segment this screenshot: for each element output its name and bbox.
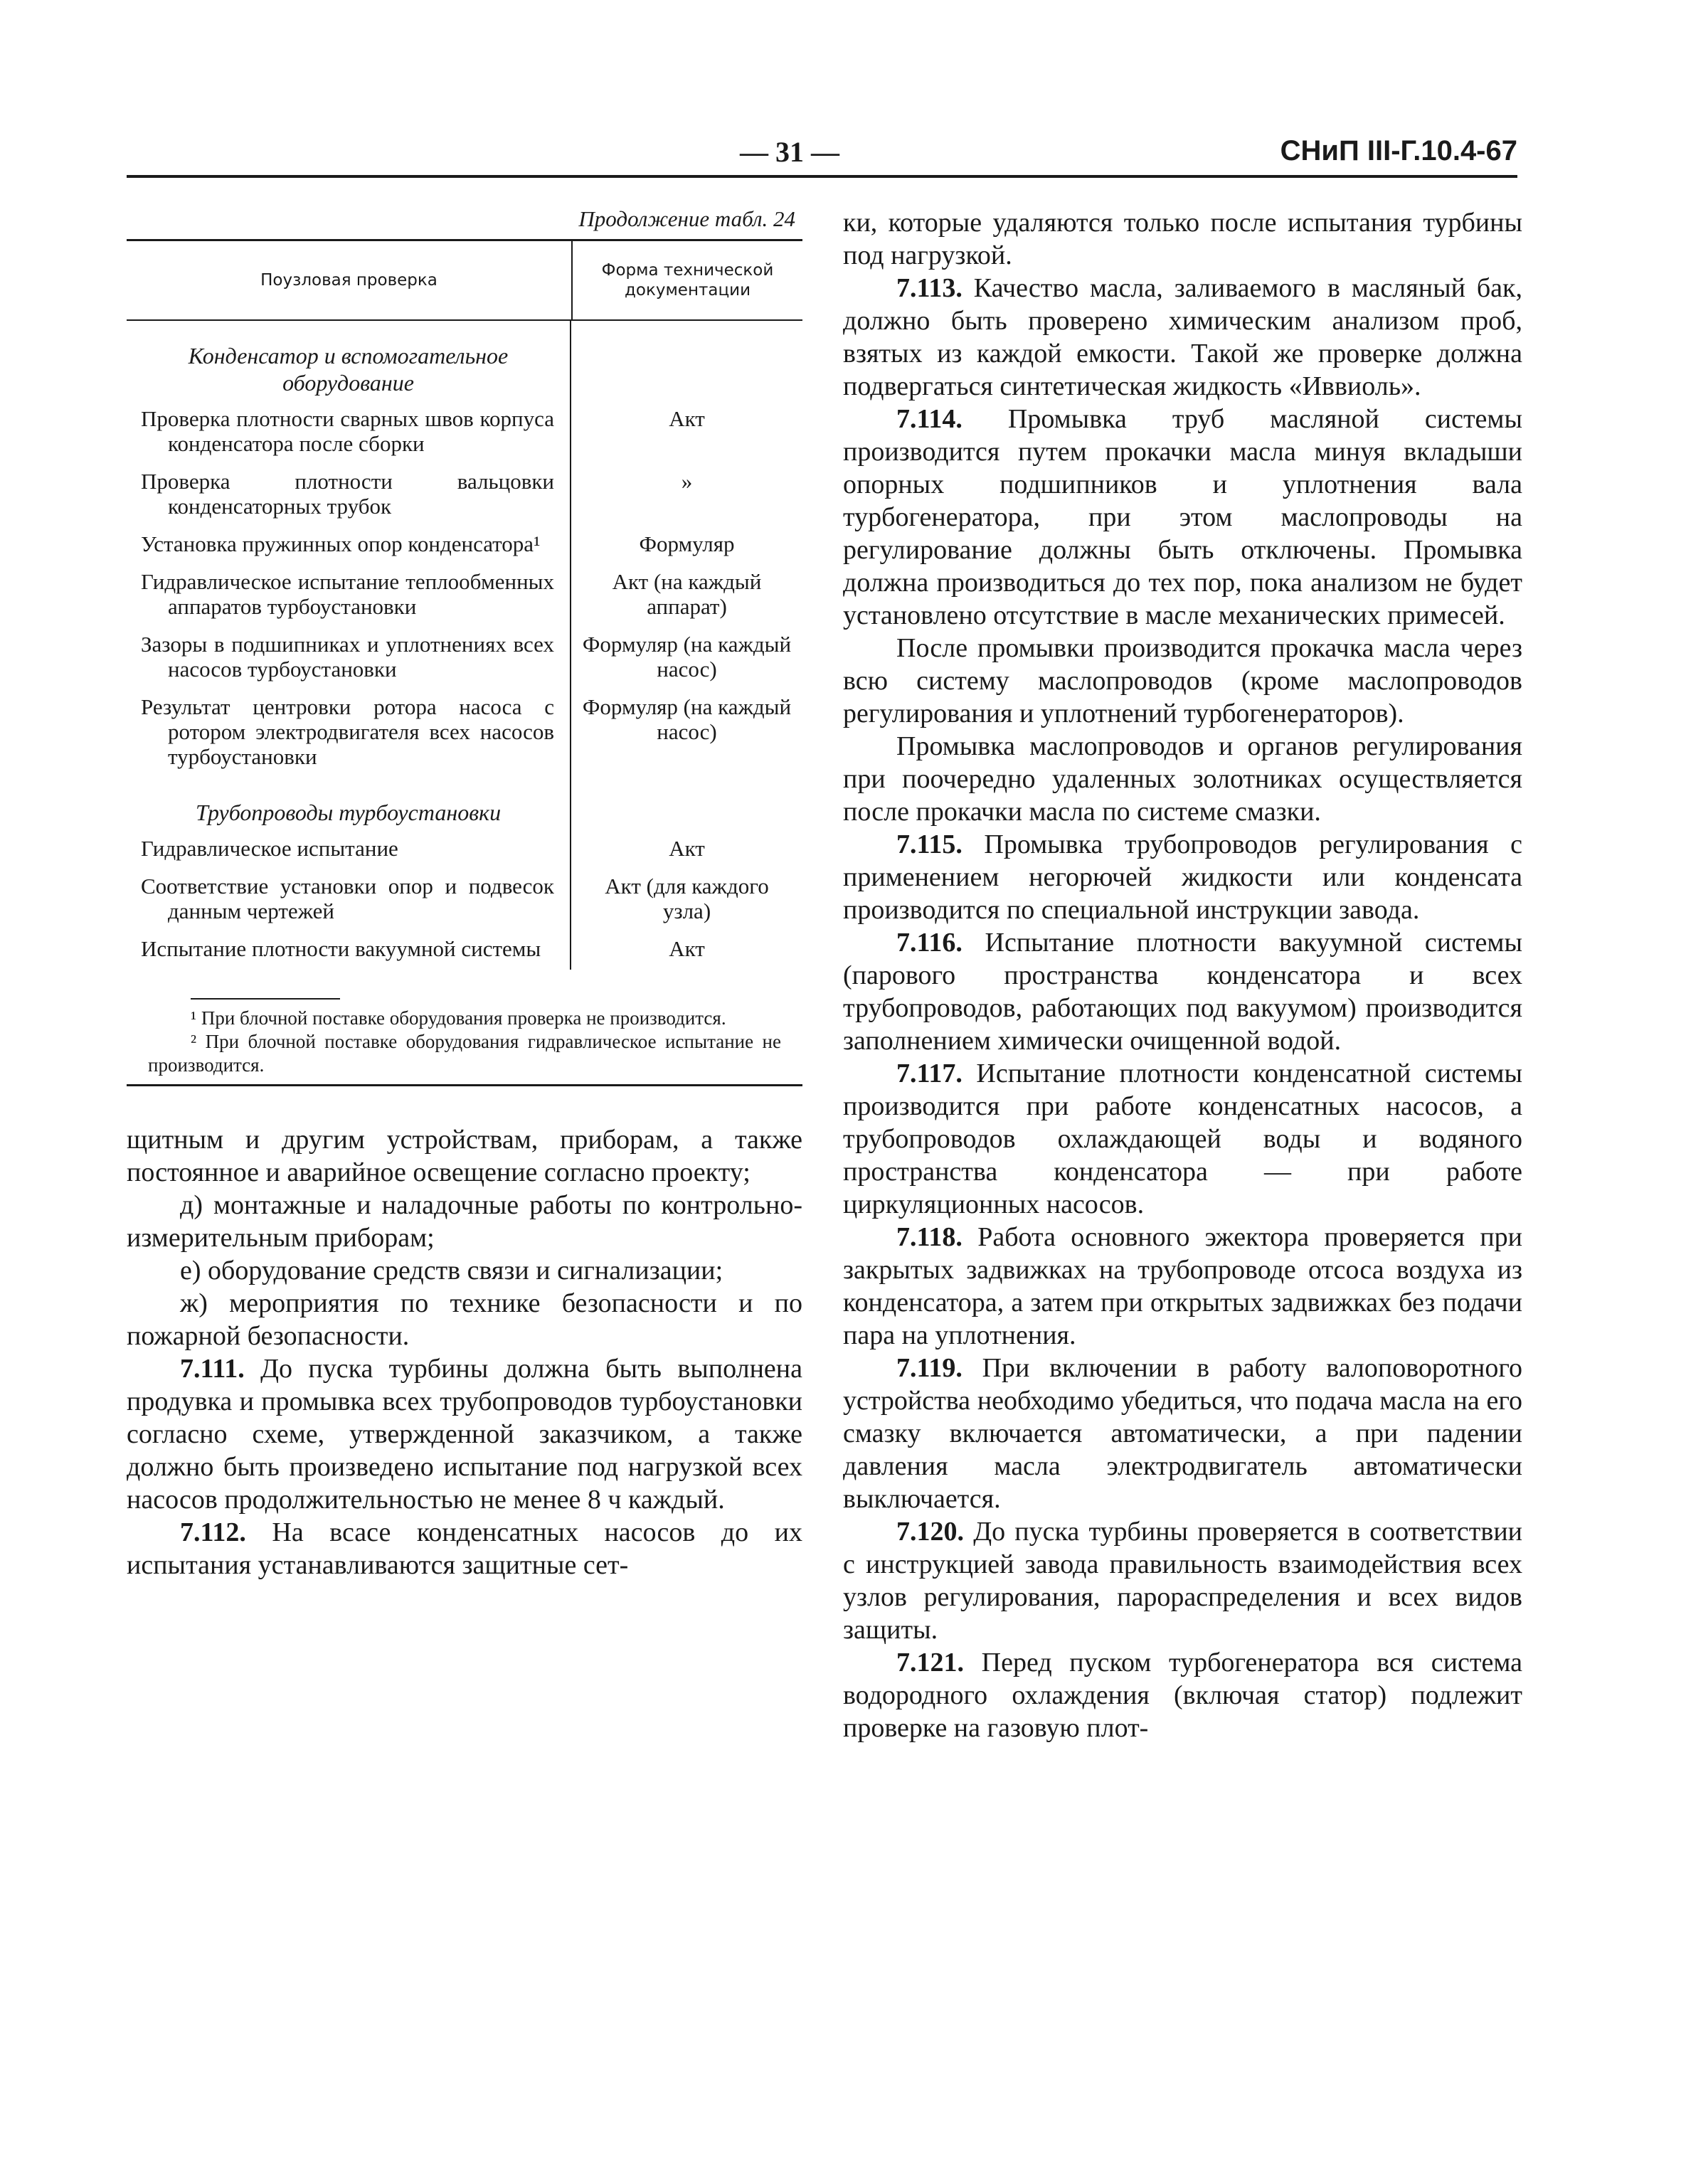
paragraph (127, 1516, 802, 1581)
table-cell-check (127, 465, 571, 527)
check-text: Гидравлическое испытание (141, 836, 398, 861)
footnote: ¹ При блочной поставке оборудования проверка не производится. (191, 1007, 726, 1029)
table-row (127, 690, 802, 778)
paragraph (843, 730, 1522, 828)
table-row (127, 869, 802, 932)
table-cell-check (127, 565, 571, 627)
paragraph-text: щитным и другим устройствам, приборам, а также постоянное и аварийное освещение согласно проекту; (127, 1125, 802, 1187)
clause-number: 7.116. (896, 928, 963, 958)
footnote: ² При блочной поставке оборудования гидравлическое испытание не производится. (148, 1031, 781, 1076)
check-text: Зазоры в подшипниках и уплотнениях всех насосов турбоустановки (141, 632, 554, 682)
table-cell-check (127, 527, 571, 565)
table-header-check: Поузловая проверка (127, 241, 573, 319)
clause-number: 7.114. (896, 404, 963, 434)
header-rule (127, 175, 1517, 178)
table-cell-form: Акт (669, 406, 705, 431)
paragraph (127, 1189, 802, 1254)
clause-number: 7.113. (896, 273, 963, 303)
table-cell-form: Акт (669, 836, 705, 861)
check-text: Гидравлическое испытание теплообменных аппаратов турбоустановки (141, 569, 554, 619)
table-header-form: Форма технической документации (601, 261, 774, 299)
left-column (127, 206, 802, 1581)
paragraph (843, 1646, 1522, 1744)
paragraph (843, 926, 1522, 1057)
paragraph-text: После промывки производится прокачка масла через всю систему маслопроводов (кроме маслопроводов регулирования и уплотнений турбогенераторов). (843, 633, 1522, 728)
table-cell-form: Акт (669, 936, 705, 961)
check-text: Испытание плотности вакуумной системы (141, 936, 541, 961)
table-cell-check (127, 832, 571, 869)
table-cell-check (127, 402, 571, 465)
paragraph-text: е) оборудование средств связи и сигнализации; (180, 1256, 723, 1286)
paragraph-text: д) монтажные и наладочные работы по контрольно-измерительным приборам; (127, 1190, 802, 1253)
paragraph (127, 1352, 802, 1516)
paragraph (843, 403, 1522, 632)
check-text: Установка пружинных опор конденсатора¹ (141, 531, 541, 556)
paragraph-text: Промывка маслопроводов и органов регулирования при поочередно удаленных золотниках осуществляется после прокачки масла по системе смазки. (843, 731, 1522, 827)
paragraph-text: Промывка трубопроводов регулирования с применением негорючей жидкости или конденсата производится по специальной инструкции завода. (843, 829, 1522, 925)
paragraph (843, 1057, 1522, 1221)
clause-number: 7.111. (180, 1354, 245, 1384)
paragraph-text: Работа основного эжектора проверяется при закрытых задвижках на трубопроводе отсоса воздуха из конденсатора, а затем при открытых задвижках без подачи пара на уплотнения. (843, 1222, 1522, 1350)
clause-number: 7.120. (896, 1517, 964, 1547)
table-row (127, 627, 802, 690)
table-cell-form: » (681, 469, 693, 494)
table-row (127, 402, 802, 465)
paragraph-text: На всасе конденсатных насосов до их испытания устанавливаются защитные сет- (127, 1517, 802, 1580)
check-text: Результат центровки ротора насоса с ротором электродвигателя всех насосов турбоустановки (141, 694, 554, 769)
paragraph (843, 1352, 1522, 1515)
paragraph-text: Перед пуском турбогенератора вся система водородного охлаждения (включая статор) подлежит проверке на газовую плот- (843, 1648, 1522, 1743)
paragraph (127, 1123, 802, 1189)
paragraph (843, 1221, 1522, 1352)
table-body (127, 321, 802, 970)
paragraph-text: ки, которые удаляются только после испытания турбины под нагрузкой. (843, 208, 1522, 270)
table-cell-form: Формуляр (на каждый насос) (582, 694, 792, 744)
check-text: Соответствие установки опор и подвесок данным чертежей (141, 874, 554, 923)
table-row (127, 565, 802, 627)
table-row (127, 527, 802, 565)
paragraph-text: Испытание плотности вакуумной системы (парового пространства конденсатора и всех трубопроводов, работающих под вакуумом) производится заполнением химически очищенной водой. (843, 928, 1522, 1056)
paragraph-text: ж) мероприятия по технике безопасности и по пожарной безопасности. (127, 1288, 802, 1351)
clause-number: 7.118. (896, 1222, 963, 1252)
check-text: Проверка плотности вальцовки конденсаторных трубок (141, 469, 554, 519)
paragraph-text: Испытание плотности конденсатной системы производится при работе конденсатных насосов, а трубопроводов охлаждающей воды и водяного пространства конденсатора — при работе циркуляционных насосов. (843, 1059, 1522, 1219)
page-number: — 31 — (740, 136, 839, 168)
footnote-rule (191, 998, 340, 1000)
clause-number: 7.119. (896, 1353, 963, 1383)
paragraph (843, 632, 1522, 730)
table-row (127, 832, 802, 869)
right-body-text (843, 206, 1522, 1744)
clause-number: 7.117. (896, 1059, 963, 1088)
table-section-title: Трубопроводы турбоустановки (127, 778, 571, 832)
paragraph-text: До пуска турбины должна быть выполнена продувка и промывка всех трубопроводов турбоустановки согласно схеме, утвержденной заказчиком, а также должно быть произведено испытание под нагрузкой всех насосов продолжительностью не менее 8 ч каждый. (127, 1354, 802, 1515)
table-cell-check (127, 932, 571, 970)
paragraph-text: Качество масла, заливаемого в масляный бак, должно быть проверено химическим анализом проб, взятых из каждой емкости. Такой же проверке должна подвергаться синтетическая жидкость «Иввиоль». (843, 273, 1522, 401)
clause-number: 7.115. (896, 829, 963, 859)
table-cell-form: Акт (на каждый аппарат) (612, 569, 762, 619)
paragraph (843, 828, 1522, 926)
table-row (127, 932, 802, 970)
table-cell-check (127, 627, 571, 690)
left-body-text (127, 1123, 802, 1581)
table-section-title: Конденсатор и вспомогательное оборудование (127, 321, 571, 402)
clause-number: 7.121. (896, 1648, 964, 1677)
table-cell-check (127, 869, 571, 932)
right-column (843, 206, 1522, 1744)
table-header (127, 239, 802, 321)
table-cell-check (127, 690, 571, 778)
inspection-table (127, 239, 802, 1086)
paragraph (843, 206, 1522, 272)
table-footnotes (127, 970, 802, 1077)
table-cell-form: Формуляр (639, 531, 735, 556)
paragraph-text: Промывка труб масляной системы производится путем прокачки масла минуя вкладыши опорных подшипников и уплотнения вала турбогенератора, при этом маслопроводы на регулирование должны быть отключены. Промывка должна производиться до тех пор, пока анализом не будет установлено отсутствие в масле механических примесей. (843, 404, 1522, 630)
paragraph-text: При включении в работу валоповоротного устройства необходимо убедиться, что подача масла на его смазку включается автоматически, а при падении давления масла электродвигатель автоматически выключается. (843, 1353, 1522, 1514)
table-cell-form: Формуляр (на каждый насос) (582, 632, 792, 682)
check-text: Проверка плотности сварных швов корпуса конденсатора после сборки (141, 406, 554, 456)
paragraph (843, 1515, 1522, 1646)
paragraph (127, 1254, 802, 1287)
table-cell-form: Акт (для каждого узла) (605, 874, 769, 923)
table-caption: Продолжение табл. 24 (578, 206, 795, 231)
table-row (127, 465, 802, 527)
paragraph-text: До пуска турбины проверяется в соответствии с инструкцией завода правильность взаимодействия всех узлов регулирования, парораспределения и всех видов защиты. (843, 1517, 1522, 1645)
paragraph (127, 1287, 802, 1352)
paragraph (843, 272, 1522, 403)
clause-number: 7.112. (180, 1517, 246, 1547)
document-code: СНиП III-Г.10.4-67 (1280, 135, 1517, 166)
